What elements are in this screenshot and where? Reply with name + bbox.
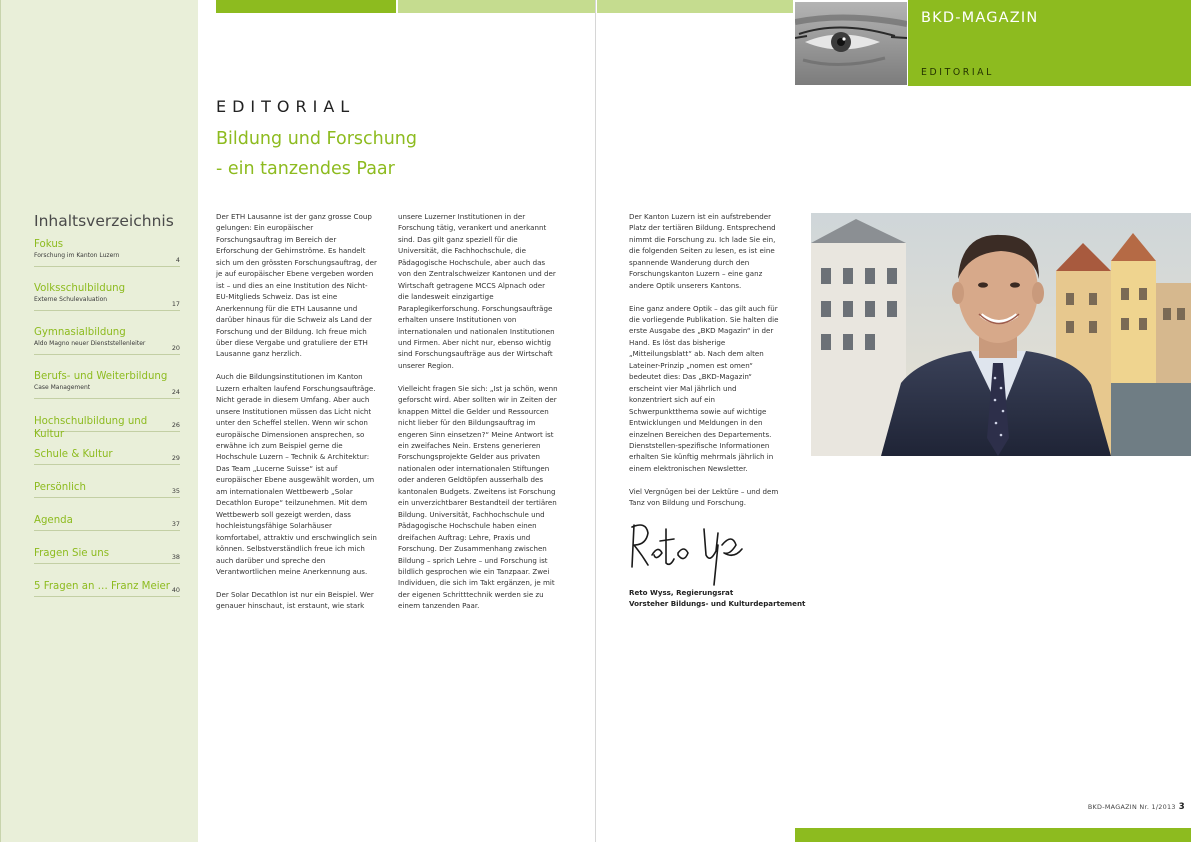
headline bbox=[216, 124, 546, 184]
text-column-2 bbox=[398, 211, 558, 623]
headline-line-2: - ein tanzendes Paar bbox=[216, 159, 395, 179]
toc-sidebar bbox=[0, 0, 198, 842]
paragraph: Der ETH Lausanne ist der ganz grosse Coup gelungen: Ein europäischer Forschungsauftrag im Bereich der Erforschung der Gehirnströme. Es handelt sich um den grössten Forschungsauftrag, der je auf europäischer Ebene vergeben worden ist – und dies an eine Institution des Nicht-EU-Mitglieds Schweiz. Das ist eine Anerkennung für die ETH Lausanne und darüber hinaus für die Schweiz als Land der Forschung und der Bildung. Ich freue mich über diese Vergabe und gratuliere der ETH Lausanne ganz herzlich. bbox=[216, 212, 377, 359]
header-section: EDITORIAL bbox=[921, 67, 994, 78]
toc-item[interactable] bbox=[34, 465, 180, 498]
eye-closeup-photo bbox=[795, 2, 907, 85]
toc-item-subtitle: Case Management bbox=[34, 384, 91, 391]
toc-item-title: Fragen Sie uns bbox=[34, 548, 110, 559]
bottom-bar bbox=[795, 828, 1191, 842]
headline-line-1: Bildung und Forschung bbox=[216, 129, 418, 149]
toc-item-page: 37 bbox=[171, 520, 180, 528]
toc-item-title: Gymnasialbildung bbox=[34, 327, 126, 338]
toc-item-page: 24 bbox=[171, 388, 180, 396]
toc-item[interactable] bbox=[34, 498, 180, 531]
signer-role: Vorsteher Bildungs- und Kulturdepartement bbox=[629, 599, 806, 608]
paragraph: Viel Vergnügen bei der Lektüre – und dem Tanz von Bildung und Forschung. bbox=[629, 486, 779, 508]
toc-item[interactable] bbox=[34, 531, 180, 564]
toc-item[interactable] bbox=[34, 311, 180, 355]
handwritten-signature bbox=[626, 515, 766, 590]
paragraph: Der Solar Decathlon ist nur ein Beispiel. Wer genauer hinschaut, ist erstaunt, wie stark bbox=[216, 589, 374, 611]
paragraph: Eine ganz andere Optik – das gilt auch für die vorliegende Publikation. Sie halten die erste Ausgabe des „BKD Magazin“ in der Hand. Es löst das bisherige „Mitteilungsblatt“ ab. Nach dem alten Lateiner-Prinzip „nomen est omen“ bedeutet dies: Das „BKD-Magazin“ erscheint vier Mal jährlich und konzentriert sich auf ein Schwerpunktthema sowie auf wichtige Entwicklungen und Meldungen in den einzelnen Bereichen des Departements. Dienststellen-spezifische Informationen erhalten Sie künftig mehrmals jährlich in einem elektronischen Newsletter. bbox=[629, 303, 779, 473]
portrait-photo bbox=[811, 213, 1191, 456]
footer bbox=[1088, 802, 1185, 812]
toc-item-title: Fokus bbox=[34, 239, 64, 250]
toc-item[interactable] bbox=[34, 267, 180, 311]
signer-name: Reto Wyss, Regierungsrat bbox=[629, 588, 734, 597]
text-column-1 bbox=[216, 211, 379, 623]
paragraph: Vielleicht fragen Sie sich: „Ist ja schön, wenn geforscht wird. Aber sollten wir in Zeiten der knappen Mittel die Gelder und Ressourcen nicht lieber für den Bildungsauftrag im engeren Sinn einsetzen?“ Meine Antwort ist ein zweifaches Nein. Erstens generieren Forschungsprojekte Gelder aus privaten nationalen oder internationalen Stiftungen oder anderen Geldtöpfen ausserhalb des kantonalen Budgets. Zweitens ist Forschung ein unverzichtbarer Bestandteil der tertiären Bildung. Universität, Fachhochschule und Pädagogische Hochschule haben einen dreifachen Auftrag: Lehre, Praxis und Forschung. Der Zusammenhang zwischen Bildung – sprich Lehre – und Forschung ist bildlich gesprochen wie ein Tanzpaar. Zwei Individuen, die sich im Takt ergänzen, je mit der eigenen Schritttechnik werden sie zu einem tanzenden Paar. bbox=[398, 383, 558, 611]
toc-item-page: 17 bbox=[171, 300, 180, 308]
toc-item[interactable] bbox=[34, 399, 180, 440]
toc-item-title: Volksschulbildung bbox=[34, 283, 126, 294]
toc-item[interactable] bbox=[34, 564, 180, 597]
issue-label: BKD-MAGAZIN Nr. 1/2013 bbox=[1087, 803, 1176, 811]
page-number: 3 bbox=[1178, 802, 1185, 812]
toc-item-page: 20 bbox=[171, 344, 180, 352]
toc-item-subtitle: Externe Schulevaluation bbox=[34, 296, 108, 303]
magazine-header bbox=[908, 0, 1191, 86]
signer-block bbox=[629, 587, 805, 609]
toc-item-page: 38 bbox=[171, 553, 180, 561]
toc-item-page: 40 bbox=[171, 586, 180, 594]
toc-title: Inhaltsverzeichnis bbox=[34, 212, 174, 230]
paragraph: Auch die Bildungsinstitutionen im Kanton Luzern erhalten laufend Forschungsaufträge. Nicht gerade in diesem Umfang. Aber auch unsere Institutionen müssen das Licht nicht unter den Scheffel stellen. Wenn wir schon europäische Dimensionen ansprechen, so erwähne ich zum Beispiel gerne die Hochschule Luzern – Technik & Architektur: Das Team „Lucerne Suisse“ ist auf europäischer Ebene ausgewählt worden, um am internationalen Wettbewerb „Solar Decathlon Europe“ teilzunehmen. Mit dem Wettbewerb soll gezeigt werden, dass hochleistungsfähige Solarhäuser komfortabel, attraktiv und erschwinglich sein können. Selbstverständlich freue ich mich auch darüber und spreche den Verantwortlichen meine Anerkennung aus. bbox=[216, 372, 377, 576]
toc-item-page: 29 bbox=[171, 454, 180, 462]
toc-item-subtitle: Forschung im Kanton Luzern bbox=[34, 252, 120, 259]
toc-item-page: 26 bbox=[171, 421, 180, 429]
toc-item-title: Schule & Kultur bbox=[34, 449, 113, 460]
text-column-3 bbox=[629, 211, 779, 520]
top-bar-light bbox=[597, 0, 793, 13]
toc-item-title: Persönlich bbox=[34, 482, 86, 493]
toc-item-title: Agenda bbox=[34, 515, 73, 526]
toc-item-title: Berufs- und Weiterbildung bbox=[34, 371, 168, 382]
toc-item-subtitle: Aldo Magno neuer Dienststellenleiter bbox=[34, 340, 146, 347]
top-bar-dark bbox=[216, 0, 396, 13]
toc-list bbox=[34, 238, 180, 597]
toc-item-page: 4 bbox=[175, 256, 180, 264]
toc-item[interactable] bbox=[34, 355, 180, 399]
section-label: EDITORIAL bbox=[216, 97, 356, 116]
magazine-title: BKD-MAGAZIN bbox=[921, 10, 1039, 26]
toc-item-title: Hochschulbildung und Kultur bbox=[34, 416, 148, 440]
toc-item[interactable] bbox=[34, 432, 180, 465]
top-bar-light bbox=[398, 0, 595, 13]
page-spine bbox=[595, 0, 596, 842]
paragraph: Der Kanton Luzern ist ein aufstrebender Platz der tertiären Bildung. Entsprechend nimmt die Forschung zu. Ich lade Sie ein, die folgenden Seiten zu lesen, es ist eine spannende Wanderung durch den Forschungskanton Luzern – eine ganz andere Optik unserers Kantons. bbox=[629, 212, 776, 290]
paragraph: unsere Luzerner Institutionen in der Forschung tätig, verankert und anerkannt sind. Das gilt ganz speziell für die Universität, die Fachhochschule, die Pädagogische Hochschule, aber auch das von den Zentralschweizer Kantonen und der Wirtschaft getragene MCCS Alpnach oder die landesweit einzigartige Paraplegikerforschung. Forschungsaufträge erhalten unsere Institutionen von internationalen und nationalen Institutionen und Firmen. Aber nicht nur, ebenso wichtig sind Forschungsaufträge aus der Wirtschaft unserer Region. bbox=[398, 212, 556, 370]
toc-item-page: 35 bbox=[171, 487, 180, 495]
toc-item-title: 5 Fragen an … Franz Meier bbox=[34, 581, 170, 592]
toc-item[interactable] bbox=[34, 238, 180, 267]
